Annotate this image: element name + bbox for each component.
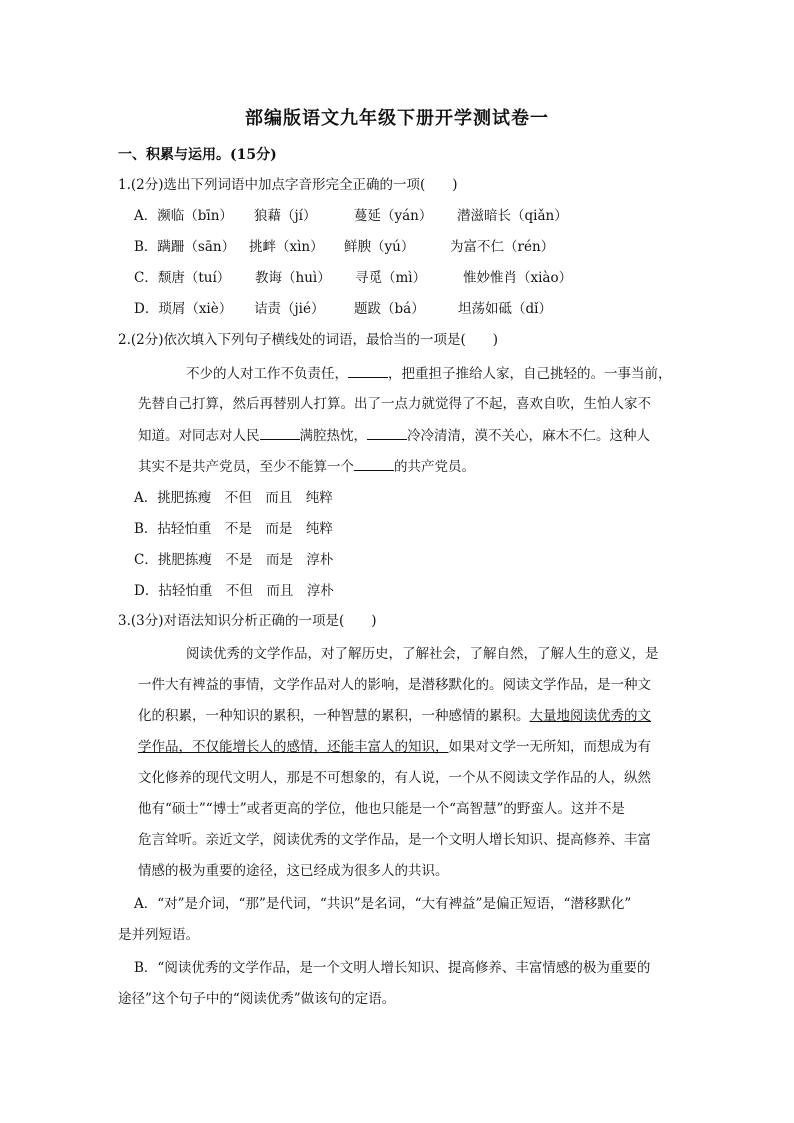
q3-passage-line-7: 危言耸听。亲近文学，阅读优秀的文学作品，是一个文明人增长知识、提高修养、丰富 xyxy=(138,832,651,848)
q3-option-b-line-1: B．“阅读优秀的文学作品，是一个文明人增长知识、提高修养、丰富情感的极为重要的 xyxy=(134,960,651,976)
question-2-stem: 2.(2分)依次填入下列句子横线处的词语，最恰当的一项是( ) xyxy=(118,332,499,348)
q3-passage-line-5: 文化修养的现代文明人，那是不可想象的，有人说，一个从不阅读文学作品的人，纵然 xyxy=(138,770,651,786)
q1-b-word-2: 挑衅（xìn） xyxy=(249,239,324,255)
q2-text: 其实不是共产党员，至少不能算一个 xyxy=(138,459,354,475)
q2-text: 知道。对同志对人民 xyxy=(138,428,260,444)
q2-text: 冷冷清清，漠不关心，麻木不仁。这种人 xyxy=(407,428,650,444)
q2-passage-line-3 xyxy=(138,426,650,445)
q1-c-word-1: C．颓唐（tuí） xyxy=(134,270,231,286)
fill-blank-3 xyxy=(367,426,407,440)
q2-option-a: A．挑肥拣瘦 不但 而且 纯粹 xyxy=(134,490,333,506)
q1-option-d xyxy=(134,300,552,318)
q3-passage-line-4 xyxy=(138,738,651,756)
q2-option-d: D．拈轻怕重 不但 而且 淳朴 xyxy=(134,583,334,599)
q1-c-word-3: 寻觅（mì） xyxy=(355,270,427,286)
q2-passage-line-1 xyxy=(186,364,672,383)
q1-option-b xyxy=(134,238,554,256)
q3-passage-line-8: 情感的极为重要的途径，这已经成为很多人的共识。 xyxy=(138,863,449,879)
q2-passage-line-2: 先替自己打算，然后再替别人打算。出了一点力就觉得了不起，喜欢自吹，生怕人家不 xyxy=(138,396,651,412)
underlined-sentence: 大量地阅读优秀的文 xyxy=(529,708,651,724)
q3-option-a-line-2: 是并列短语。 xyxy=(118,927,199,943)
q3-passage-line-1: 阅读优秀的文学作品，对了解历史，了解社会，了解自然，了解人生的意义，是 xyxy=(186,646,659,662)
q3-passage-line-6: 他有“硕士”“博士”或者更高的学位，他也只能是一个“高智慧”的野蛮人。这并不是 xyxy=(138,801,625,817)
q3-passage-line-3 xyxy=(138,707,651,725)
question-1-stem: 1.(2分)选出下列词语中加点字音形完全正确的一项( ) xyxy=(118,177,458,193)
q2-option-c: C．挑肥拣瘦 不是 而是 淳朴 xyxy=(134,552,334,568)
q2-text: ，把重担子推给人家，自己挑轻的。一事当前， xyxy=(388,366,672,382)
q1-d-word-2: 诘责（jié） xyxy=(254,301,325,317)
q3-option-a-line-1: A．“对”是介词，“那”是代词，“共识”是名词，“大有裨益”是偏正短语，“潜移默化” xyxy=(134,896,632,912)
q1-d-word-1: D．琐屑（xiè） xyxy=(134,301,233,317)
q3-option-b-line-2: 途径”这个句子中的“阅读优秀”做该句的定语。 xyxy=(118,991,396,1007)
q1-option-c xyxy=(134,269,572,287)
q1-a-word-1: A．濒临（bīn） xyxy=(134,208,233,224)
underlined-sentence: 学作品，不仅能增长人的感情，还能丰富人的知识， xyxy=(138,739,449,755)
q2-text: 的共产党员。 xyxy=(394,459,475,475)
q1-a-word-3: 蔓延（yán） xyxy=(354,208,433,224)
fill-blank-2 xyxy=(260,426,300,440)
q1-b-word-1: B．蹒跚（sān） xyxy=(134,239,236,255)
q1-d-word-3: 题跋（bá） xyxy=(354,301,425,317)
q3-passage-line-2: 一件大有裨益的事情，文学作品对人的影响，是潜移默化的。阅读文学作品，是一种文 xyxy=(138,677,651,693)
q1-b-word-4: 为富不仁（rén） xyxy=(450,239,555,255)
q1-a-word-2: 狼藉（jí） xyxy=(254,208,317,224)
q3-text: 如果对文学一无所知，而想成为有 xyxy=(448,739,651,755)
q3-text: 化的积累，一种知识的累积，一种智慧的累积，一种感情的累积。 xyxy=(138,708,530,724)
page-title: 部编版语文九年级下册开学测试卷一 xyxy=(245,108,549,129)
q2-text: 不少的人对工作不负责任， xyxy=(186,366,348,382)
fill-blank-4 xyxy=(354,457,394,471)
q1-b-word-3: 鲜腴（yú） xyxy=(344,239,415,255)
q1-d-word-4: 坦荡如砥（dǐ） xyxy=(458,301,552,317)
q1-option-a xyxy=(134,207,568,225)
q2-text: 满腔热忱， xyxy=(299,428,367,444)
question-3-stem: 3.(3分)对语法知识分析正确的一项是( ) xyxy=(118,613,377,629)
fill-blank-1 xyxy=(348,364,388,378)
q2-passage-line-4 xyxy=(138,457,475,476)
q2-option-b: B．拈轻怕重 不是 而是 纯粹 xyxy=(134,521,333,537)
q1-c-word-4: 惟妙惟肖（xiào） xyxy=(463,270,573,286)
q1-a-word-4: 潜滋暗长（qiǎn） xyxy=(457,208,568,224)
section-heading: 一、积累与运用。(15分) xyxy=(118,147,277,163)
q1-c-word-2: 教诲（huì） xyxy=(255,270,331,286)
